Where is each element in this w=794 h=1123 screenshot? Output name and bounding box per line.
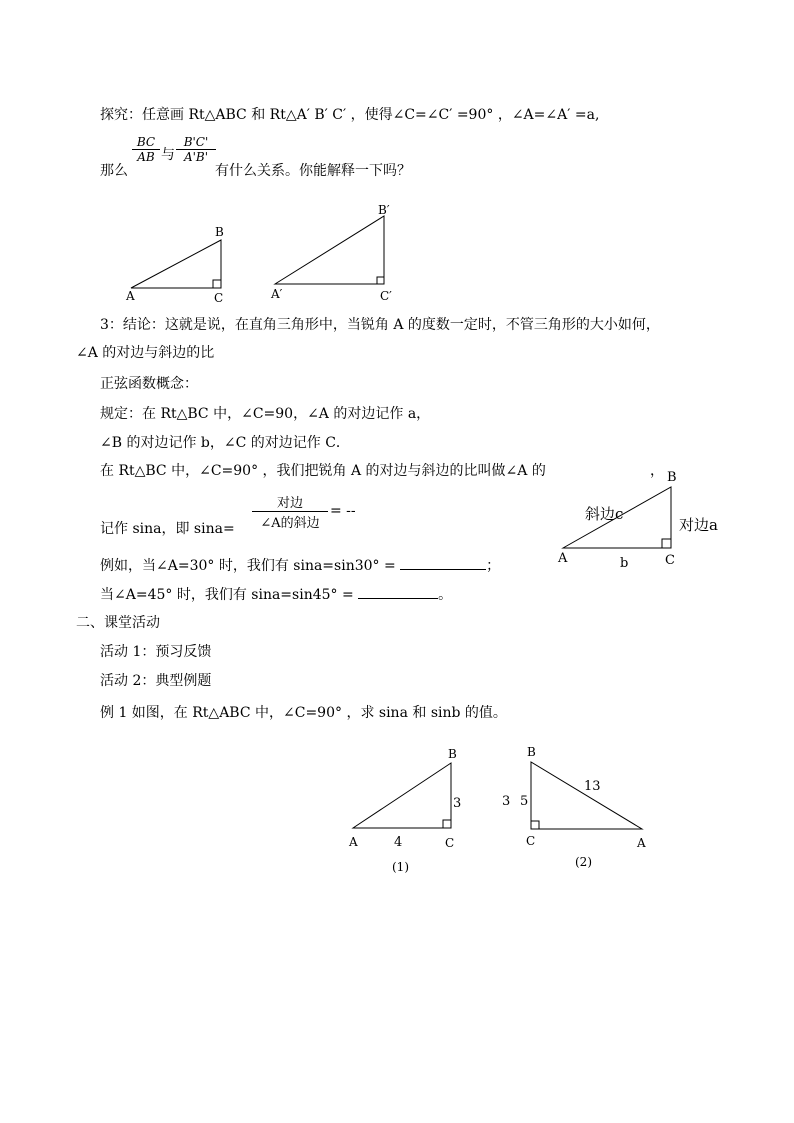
sine-record: 记作 sina，即 sina= bbox=[100, 521, 235, 537]
fraction-numerator: 对边 bbox=[252, 492, 328, 512]
explore-mid: 与 bbox=[161, 147, 175, 163]
side-bc-length: 5 bbox=[520, 794, 529, 809]
example-30-end: ； bbox=[486, 558, 501, 574]
vertex-c-label: C bbox=[445, 836, 455, 850]
figure-1-caption: (1) bbox=[392, 860, 409, 874]
right-angle-mark bbox=[377, 277, 384, 284]
vertex-a-label: A bbox=[126, 289, 135, 303]
vertex-c-label: C bbox=[214, 291, 224, 305]
vertex-a-prime-label: A′ bbox=[271, 287, 283, 301]
opposite-side-label: 对边a bbox=[679, 516, 718, 534]
vertex-b-label: B bbox=[448, 747, 457, 761]
conclusion-line-1: 3：结论：这就是说，在直角三角形中，当锐角 A 的度数一定时，不管三角形的大小如何， bbox=[100, 317, 660, 333]
activity-1: 活动 1：预习反馈 bbox=[100, 644, 212, 660]
sine-comma: ， bbox=[650, 463, 664, 479]
sine-rule-2: ∠B 的对边记作 b，∠C 的对边记作 C． bbox=[100, 435, 350, 451]
triangle-example-2 bbox=[531, 762, 642, 829]
sine-title: 正弦函数概念： bbox=[100, 376, 198, 392]
fraction-numerator: BC bbox=[132, 135, 160, 150]
vertex-b-label: B bbox=[527, 745, 536, 759]
adjacent-side-label: b bbox=[620, 556, 629, 571]
triangle-abc-prime bbox=[275, 216, 384, 284]
fraction-denominator: ∠A的斜边 bbox=[260, 516, 320, 531]
vertex-b-label: B bbox=[215, 225, 224, 239]
explore-suffix: 有什么关系。你能解释一下吗？ bbox=[215, 163, 411, 179]
right-angle-mark bbox=[662, 539, 671, 548]
vertex-a-label: A bbox=[349, 835, 358, 849]
vertex-c-label: C bbox=[665, 553, 675, 568]
explore-line-1: 探究：任意画 Rt△ABC 和 Rt△A′ B′ C′ ，使得∠C=∠C′ =90° ，∠A=∠A′ =a, bbox=[100, 107, 600, 123]
triangle-example-1 bbox=[353, 763, 451, 828]
conclusion-line-2: ∠A 的对边与斜边的比 bbox=[76, 345, 215, 361]
example-30-text: 例如，当∠A=30° 时，我们有 sina=sin30° = bbox=[100, 558, 401, 574]
fraction-denominator: A'B' bbox=[183, 150, 209, 164]
section-2-title: 二、课堂活动 bbox=[76, 615, 160, 631]
example-45-end: 。 bbox=[438, 587, 453, 603]
fraction-numerator: B'C' bbox=[176, 135, 216, 150]
sine-rule-1: 规定：在 Rt△BC 中，∠C=90，∠A 的对边记作 a， bbox=[100, 406, 431, 422]
side-bc-length: 3 bbox=[453, 796, 462, 811]
vertex-a-label: A bbox=[558, 551, 568, 566]
triangle-abc-small bbox=[131, 240, 221, 288]
side-ab-length: 13 bbox=[584, 779, 601, 794]
vertex-c-label: C bbox=[526, 834, 536, 848]
explore-prefix: 那么 bbox=[100, 163, 128, 179]
example-1: 例 1 如图，在 Rt△ABC 中，∠C=90° ，求 sina 和 sinb 的值。 bbox=[100, 705, 507, 721]
vertex-b-prime-label: B′ bbox=[378, 203, 390, 217]
example-45-text: 当∠A=45° 时，我们有 sina=sin45° = bbox=[100, 587, 359, 603]
vertex-a-label: A bbox=[637, 836, 646, 850]
sine-dashes: = -- bbox=[330, 503, 356, 519]
activity-2: 活动 2：典型例题 bbox=[100, 673, 212, 689]
figure-2-caption: (2) bbox=[575, 855, 592, 869]
vertex-b-label: B bbox=[667, 470, 677, 485]
fraction-denominator: AB bbox=[137, 150, 155, 164]
right-angle-mark bbox=[531, 821, 539, 829]
sine-definition: 在 Rt△BC 中，∠C=90° ，我们把锐角 A 的对边与斜边的比叫做∠A 的 bbox=[100, 463, 546, 479]
vertex-c-prime-label: C′ bbox=[380, 289, 392, 303]
side-ac-length: 4 bbox=[394, 835, 403, 850]
right-angle-mark bbox=[213, 280, 221, 288]
outer-side-label: 3 bbox=[502, 794, 511, 809]
hypotenuse-label: 斜边c bbox=[585, 505, 624, 523]
right-angle-mark bbox=[443, 820, 451, 828]
